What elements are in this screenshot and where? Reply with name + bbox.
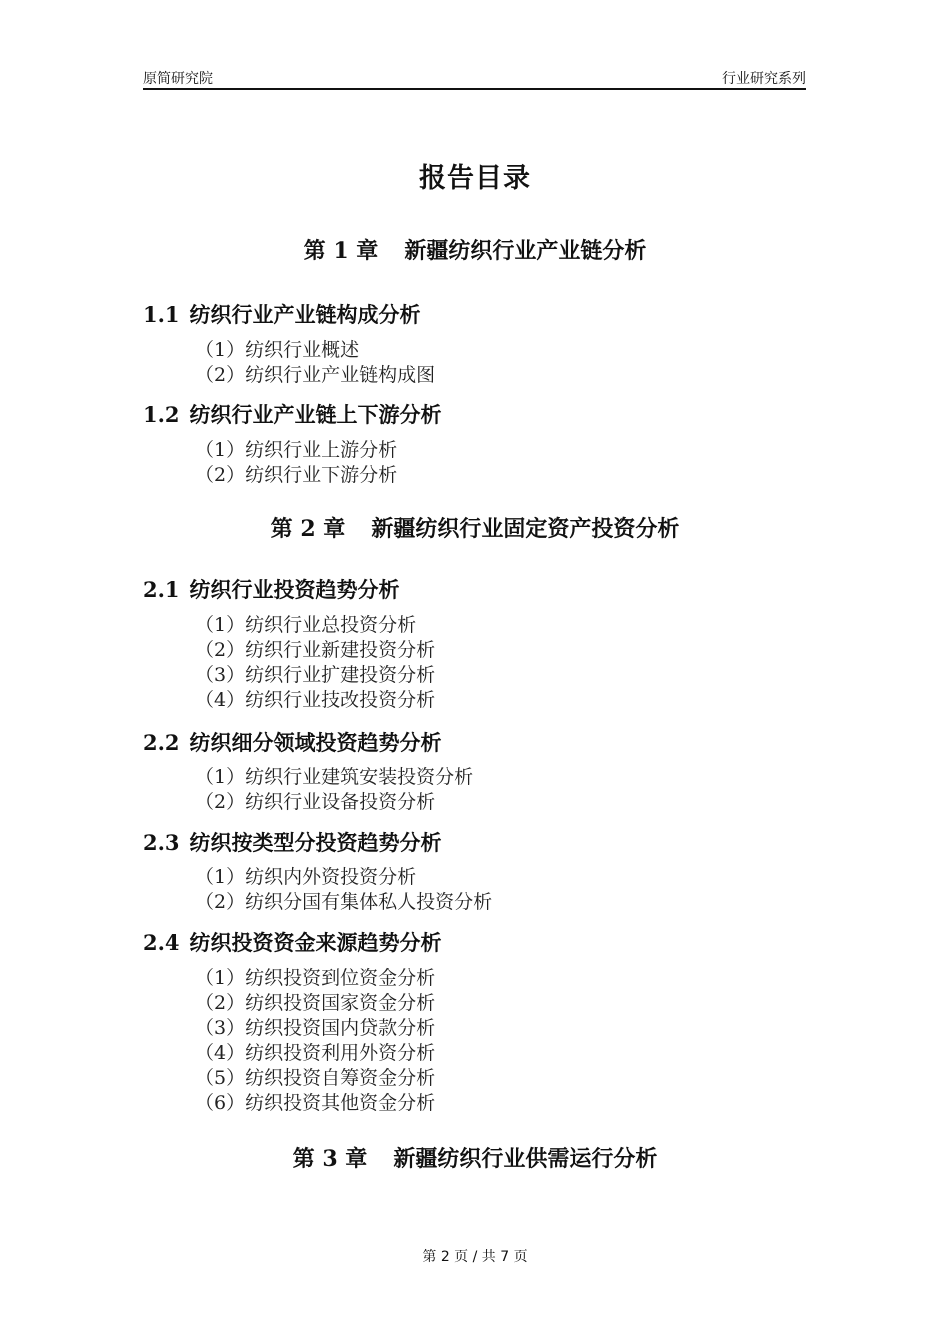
chapter-heading-3 <box>0 1142 950 1173</box>
section-number: 1.1 <box>143 302 180 327</box>
section-heading-2-2 <box>143 727 442 757</box>
section-heading-2-4 <box>143 927 442 957</box>
toc-item: （2）纺织行业新建投资分析 <box>195 639 436 661</box>
chapter-number: 第 3 章 <box>292 1146 368 1172</box>
section-number: 2.4 <box>143 930 180 955</box>
section-number: 2.3 <box>143 830 180 855</box>
toc-item: （4）纺织行业技改投资分析 <box>195 689 436 711</box>
section-number: 2.1 <box>143 577 180 602</box>
section-heading-1-1 <box>143 299 421 329</box>
toc-item: （4）纺织投资利用外资分析 <box>195 1042 436 1064</box>
section-title: 纺织按类型分投资趋势分析 <box>189 830 442 855</box>
toc-item: （1）纺织行业建筑安装投资分析 <box>195 766 474 788</box>
toc-item: （1）纺织行业上游分析 <box>195 439 398 461</box>
section-title: 纺织细分领域投资趋势分析 <box>189 730 442 755</box>
chapter-number: 第 2 章 <box>270 516 346 542</box>
toc-item: （3）纺织投资国内贷款分析 <box>195 1017 436 1039</box>
toc-item: （2）纺织行业下游分析 <box>195 464 398 486</box>
page-title: 报告目录 <box>419 163 531 194</box>
section-number: 2.2 <box>143 730 180 755</box>
section-heading-1-2 <box>143 399 442 429</box>
header-organization: 原简研究院 <box>143 71 213 87</box>
toc-item: （1）纺织内外资投资分析 <box>195 866 417 888</box>
section-title: 纺织行业产业链上下游分析 <box>189 402 442 427</box>
toc-item: （1）纺织投资到位资金分析 <box>195 967 436 989</box>
toc-item: （1）纺织行业概述 <box>195 339 360 361</box>
section-number: 1.2 <box>143 402 180 427</box>
toc-item: （6）纺织投资其他资金分析 <box>195 1092 436 1114</box>
toc-item: （2）纺织行业设备投资分析 <box>195 791 436 813</box>
toc-item: （2）纺织行业产业链构成图 <box>195 364 436 386</box>
toc-item: （2）纺织投资国家资金分析 <box>195 992 436 1014</box>
chapter-heading-1 <box>0 234 950 265</box>
section-heading-2-1 <box>143 574 400 604</box>
page-footer: 第 2 页 / 共 7 页 <box>422 1249 528 1265</box>
section-title: 纺织投资资金来源趋势分析 <box>189 930 442 955</box>
toc-item: （2）纺织分国有集体私人投资分析 <box>195 891 493 913</box>
chapter-heading-2 <box>0 512 950 543</box>
page-header <box>143 66 806 90</box>
toc-item: （1）纺织行业总投资分析 <box>195 614 417 636</box>
toc-item: （3）纺织行业扩建投资分析 <box>195 664 436 686</box>
section-heading-2-3 <box>143 827 442 857</box>
chapter-title: 新疆纺织行业固定资产投资分析 <box>371 516 680 542</box>
chapter-title: 新疆纺织行业产业链分析 <box>404 238 647 264</box>
chapter-title: 新疆纺织行业供需运行分析 <box>393 1146 658 1172</box>
section-title: 纺织行业产业链构成分析 <box>189 302 421 327</box>
section-title: 纺织行业投资趋势分析 <box>189 577 400 602</box>
toc-item: （5）纺织投资自筹资金分析 <box>195 1067 436 1089</box>
header-series: 行业研究系列 <box>722 71 806 87</box>
chapter-number: 第 1 章 <box>303 238 379 264</box>
